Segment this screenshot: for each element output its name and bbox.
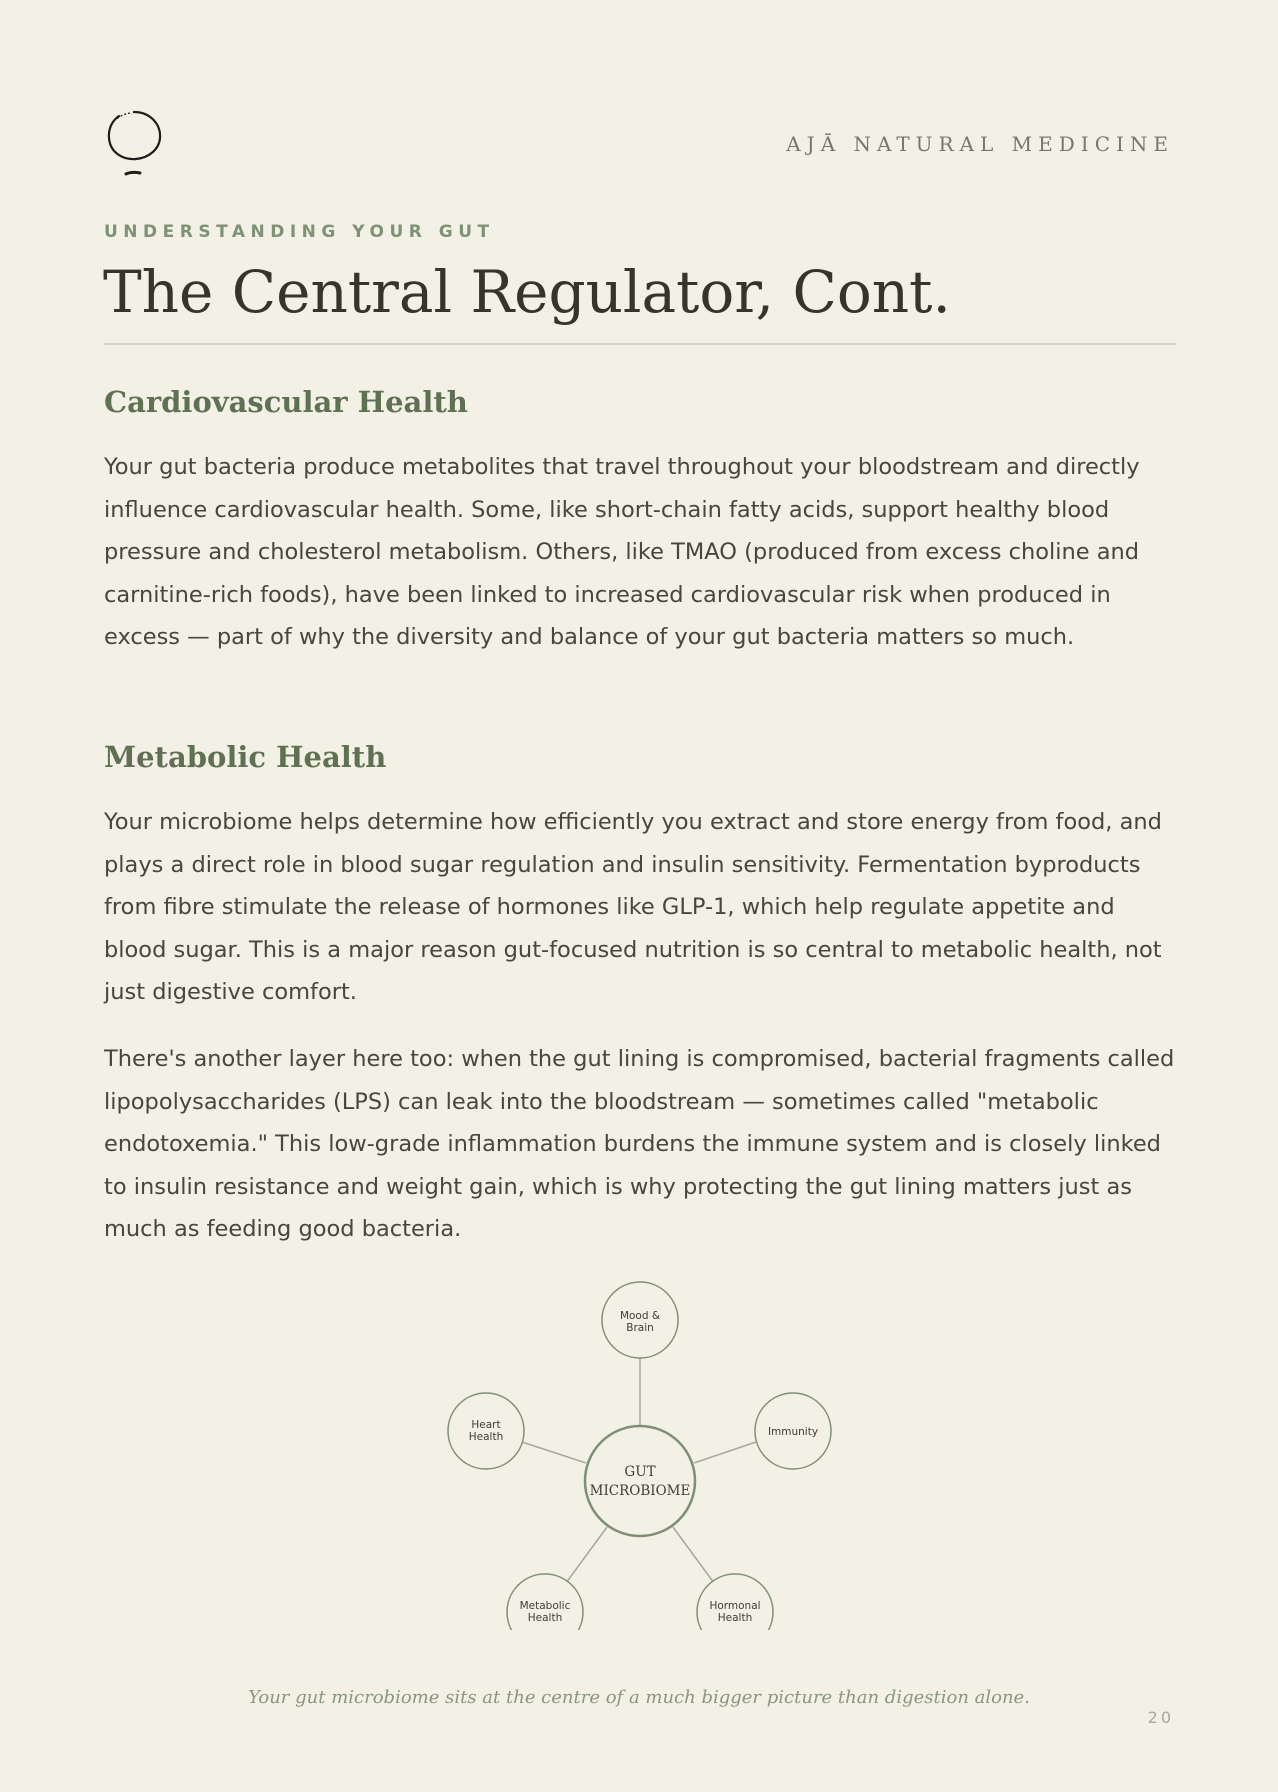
connector-metabolic bbox=[566, 1527, 607, 1583]
diagram-caption: Your gut microbiome sits at the centre of a much bigger picture than digestion alone. bbox=[248, 1687, 1030, 1708]
paragraph-metabolic-2: There's another layer here too: when the gut lining is compromised, bacterial fragments called lipopolysaccharides (LPS) can leak into the bloodstream — sometimes called "metabolic endotoxemia." This low-grade inflammation burdens the immune system and is closely linked to insulin resistance and weight gain, which is why protecting the gut lining matters just as much as feeding good bacteria. bbox=[104, 1046, 1175, 1242]
node-mood-line1: Mood & bbox=[619, 1310, 661, 1322]
heading-cardiovascular: Cardiovascular Health bbox=[104, 385, 468, 419]
node-center bbox=[585, 1426, 695, 1536]
brand-name: AJĀ NATURAL MEDICINE bbox=[786, 132, 1174, 156]
node-heart-line1: Heart bbox=[471, 1419, 501, 1431]
node-heart bbox=[448, 1393, 524, 1469]
page-number: 20 bbox=[1147, 1708, 1174, 1727]
connector-heart bbox=[522, 1442, 586, 1463]
connector-immunity bbox=[694, 1442, 756, 1463]
page-title: The Central Regulator, Cont. bbox=[103, 258, 951, 326]
node-metabolic bbox=[507, 1574, 583, 1630]
heading-metabolic: Metabolic Health bbox=[104, 740, 387, 774]
microbiome-hub-diagram bbox=[0, 1270, 1278, 1630]
section-kicker: UNDERSTANDING YOUR GUT bbox=[104, 222, 495, 242]
node-hormonal-line1: Hormonal bbox=[709, 1600, 761, 1612]
node-hormonal bbox=[697, 1574, 773, 1630]
node-hormonal-line2: Health bbox=[717, 1612, 753, 1624]
center-label-line2: MICROBIOME bbox=[589, 1483, 691, 1499]
node-immunity-label: Immunity bbox=[767, 1426, 819, 1438]
title-divider bbox=[104, 343, 1176, 345]
node-mood-line2: Brain bbox=[626, 1322, 654, 1334]
center-label-line1: GUT bbox=[624, 1464, 656, 1480]
node-metabolic-line1: Metabolic bbox=[519, 1600, 571, 1612]
node-mood bbox=[602, 1282, 678, 1358]
paragraph-metabolic-1: Your microbiome helps determine how efficiently you extract and store energy from food, and plays a direct role in blood sugar regulation and insulin sensitivity. Fermentation byproducts from fibre stimulate the release of hormones like GLP-1, which help regulate appetite and blood sugar. This is a major reason gut-focused nutrition is so central to metabolic health, not just digestive comfort. bbox=[104, 809, 1162, 1005]
paragraph-cardiovascular: Your gut bacteria produce metabolites that travel throughout your bloodstream and directly influence cardiovascular health. Some, like short-chain fatty acids, support healthy blood pressure and cholesterol metabolism. Others, like TMAO (produced from excess choline and carnitine-rich foods), have been linked to increased cardiovascular risk when produced in excess — part of why the diversity and balance of your gut bacteria matters so much. bbox=[104, 454, 1140, 650]
node-immunity bbox=[755, 1393, 831, 1469]
node-heart-line2: Health bbox=[468, 1431, 504, 1443]
node-metabolic-line2: Health bbox=[527, 1612, 563, 1624]
connector-hormonal bbox=[673, 1527, 714, 1583]
enso-logo-icon bbox=[104, 108, 164, 180]
